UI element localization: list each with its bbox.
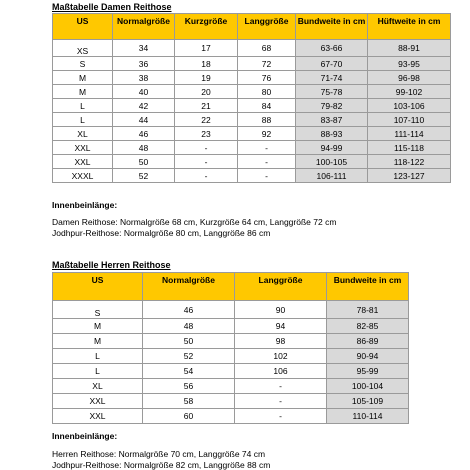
women-cell: 96-98 <box>368 71 451 85</box>
women-col-hip: Hüftweite in cm <box>368 14 451 40</box>
women-cell: 111-114 <box>368 127 451 141</box>
women-cell: M <box>53 71 113 85</box>
women-size-table <box>52 13 451 183</box>
women-table-row <box>53 113 451 127</box>
women-cell: 67-70 <box>296 57 368 71</box>
women-cell: 36 <box>113 57 175 71</box>
women-table-row <box>53 99 451 113</box>
men-cell: - <box>235 379 327 394</box>
women-cell: 17 <box>175 40 238 57</box>
men-cell: 46 <box>143 301 235 319</box>
men-inseam-line-1: Herren Reithose: Normalgröße 70 cm, Langgröße 74 cm <box>52 449 266 459</box>
women-cell: 92 <box>238 127 296 141</box>
men-cell: XXL <box>53 394 143 409</box>
men-table-row <box>53 334 409 349</box>
men-cell: 60 <box>143 409 235 424</box>
men-cell: 58 <box>143 394 235 409</box>
men-cell: 50 <box>143 334 235 349</box>
women-cell: L <box>53 113 113 127</box>
men-cell: 98 <box>235 334 327 349</box>
women-cell: 100-105 <box>296 155 368 169</box>
men-cell: 102 <box>235 349 327 364</box>
women-table-row <box>53 141 451 155</box>
men-table-row <box>53 409 409 424</box>
women-cell: 76 <box>238 71 296 85</box>
women-cell: S <box>53 57 113 71</box>
women-cell: 68 <box>238 40 296 57</box>
men-cell: XXL <box>53 409 143 424</box>
women-cell: 99-102 <box>368 85 451 99</box>
women-cell: 21 <box>175 99 238 113</box>
women-cell: 75-78 <box>296 85 368 99</box>
women-cell: 18 <box>175 57 238 71</box>
men-cell: XL <box>53 379 143 394</box>
women-cell: - <box>238 169 296 183</box>
men-table-title: Maßtabelle Herren Reithose <box>52 260 171 270</box>
men-cell: 105-109 <box>327 394 409 409</box>
men-table-row <box>53 364 409 379</box>
women-cell: 19 <box>175 71 238 85</box>
women-cell: - <box>175 155 238 169</box>
women-cell: 23 <box>175 127 238 141</box>
women-header-row <box>53 14 451 40</box>
women-table-row <box>53 40 451 57</box>
women-table-row <box>53 155 451 169</box>
women-cell: 22 <box>175 113 238 127</box>
women-cell: 52 <box>113 169 175 183</box>
men-table-row <box>53 349 409 364</box>
women-cell: 88 <box>238 113 296 127</box>
men-cell: 82-85 <box>327 319 409 334</box>
women-cell: 94-99 <box>296 141 368 155</box>
women-table-row <box>53 71 451 85</box>
women-col-waist: Bundweite in cm <box>296 14 368 40</box>
men-table-row <box>53 301 409 319</box>
men-cell: 56 <box>143 379 235 394</box>
men-cell: 106 <box>235 364 327 379</box>
women-cell: L <box>53 99 113 113</box>
women-cell: 107-110 <box>368 113 451 127</box>
women-cell: 118-122 <box>368 155 451 169</box>
women-cell: 20 <box>175 85 238 99</box>
men-cell: - <box>235 409 327 424</box>
women-cell: 123-127 <box>368 169 451 183</box>
women-cell: - <box>175 169 238 183</box>
women-cell: 80 <box>238 85 296 99</box>
women-cell: - <box>238 155 296 169</box>
women-cell: XXL <box>53 141 113 155</box>
women-inseam-line-1: Damen Reithose: Normalgröße 68 cm, Kurzgröße 64 cm, Langgröße 72 cm <box>52 217 337 227</box>
women-cell: 106-111 <box>296 169 368 183</box>
men-table-row <box>53 319 409 334</box>
women-col-us: US <box>53 14 113 40</box>
women-table-title: Maßtabelle Damen Reithose <box>52 2 172 12</box>
women-cell: 46 <box>113 127 175 141</box>
men-cell: 95-99 <box>327 364 409 379</box>
women-cell: 88-91 <box>368 40 451 57</box>
women-cell: 63-66 <box>296 40 368 57</box>
men-cell: L <box>53 364 143 379</box>
men-cell: 86-89 <box>327 334 409 349</box>
men-table-row <box>53 394 409 409</box>
men-table-row <box>53 379 409 394</box>
women-cell: - <box>238 141 296 155</box>
women-cell: 42 <box>113 99 175 113</box>
men-inseam-line-2: Jodhpur-Reithose: Normalgröße 82 cm, Langgröße 88 cm <box>52 460 271 470</box>
men-cell: - <box>235 394 327 409</box>
women-cell: M <box>53 85 113 99</box>
women-cell: 48 <box>113 141 175 155</box>
men-cell: 54 <box>143 364 235 379</box>
women-inseam-line-2: Jodhpur-Reithose: Normalgröße 80 cm, Langgröße 86 cm <box>52 228 271 238</box>
men-col-us: US <box>53 273 143 301</box>
men-cell: 100-104 <box>327 379 409 394</box>
women-table-row <box>53 85 451 99</box>
women-cell: 34 <box>113 40 175 57</box>
women-col-long: Langgröße <box>238 14 296 40</box>
men-cell: 90 <box>235 301 327 319</box>
women-table-row <box>53 57 451 71</box>
women-cell: - <box>175 141 238 155</box>
men-cell: 48 <box>143 319 235 334</box>
women-cell: 93-95 <box>368 57 451 71</box>
men-cell: 110-114 <box>327 409 409 424</box>
women-cell: 40 <box>113 85 175 99</box>
men-cell: M <box>53 334 143 349</box>
women-cell: XXXL <box>53 169 113 183</box>
men-col-waist: Bundweite in cm <box>327 273 409 301</box>
men-cell: 52 <box>143 349 235 364</box>
women-cell: 84 <box>238 99 296 113</box>
women-cell: 50 <box>113 155 175 169</box>
women-cell: XXL <box>53 155 113 169</box>
women-cell: 103-106 <box>368 99 451 113</box>
women-table-row <box>53 127 451 141</box>
men-cell: 94 <box>235 319 327 334</box>
women-cell: 79-82 <box>296 99 368 113</box>
women-cell: XS <box>53 40 113 57</box>
men-size-table <box>52 272 409 424</box>
men-col-long: Langgröße <box>235 273 327 301</box>
women-cell: XL <box>53 127 113 141</box>
women-cell: 83-87 <box>296 113 368 127</box>
men-inseam-heading: Innenbeinlänge: <box>52 431 118 441</box>
men-cell: L <box>53 349 143 364</box>
women-col-normal: Normalgröße <box>113 14 175 40</box>
men-col-normal: Normalgröße <box>143 273 235 301</box>
women-cell: 72 <box>238 57 296 71</box>
women-col-short: Kurzgröße <box>175 14 238 40</box>
women-inseam-heading: Innenbeinlänge: <box>52 200 118 210</box>
men-cell: 90-94 <box>327 349 409 364</box>
women-cell: 88-93 <box>296 127 368 141</box>
men-cell: 78-81 <box>327 301 409 319</box>
men-cell: S <box>53 301 143 319</box>
women-cell: 38 <box>113 71 175 85</box>
women-cell: 71-74 <box>296 71 368 85</box>
women-table-row <box>53 169 451 183</box>
men-cell: M <box>53 319 143 334</box>
women-cell: 44 <box>113 113 175 127</box>
women-cell: 115-118 <box>368 141 451 155</box>
men-header-row <box>53 273 409 301</box>
